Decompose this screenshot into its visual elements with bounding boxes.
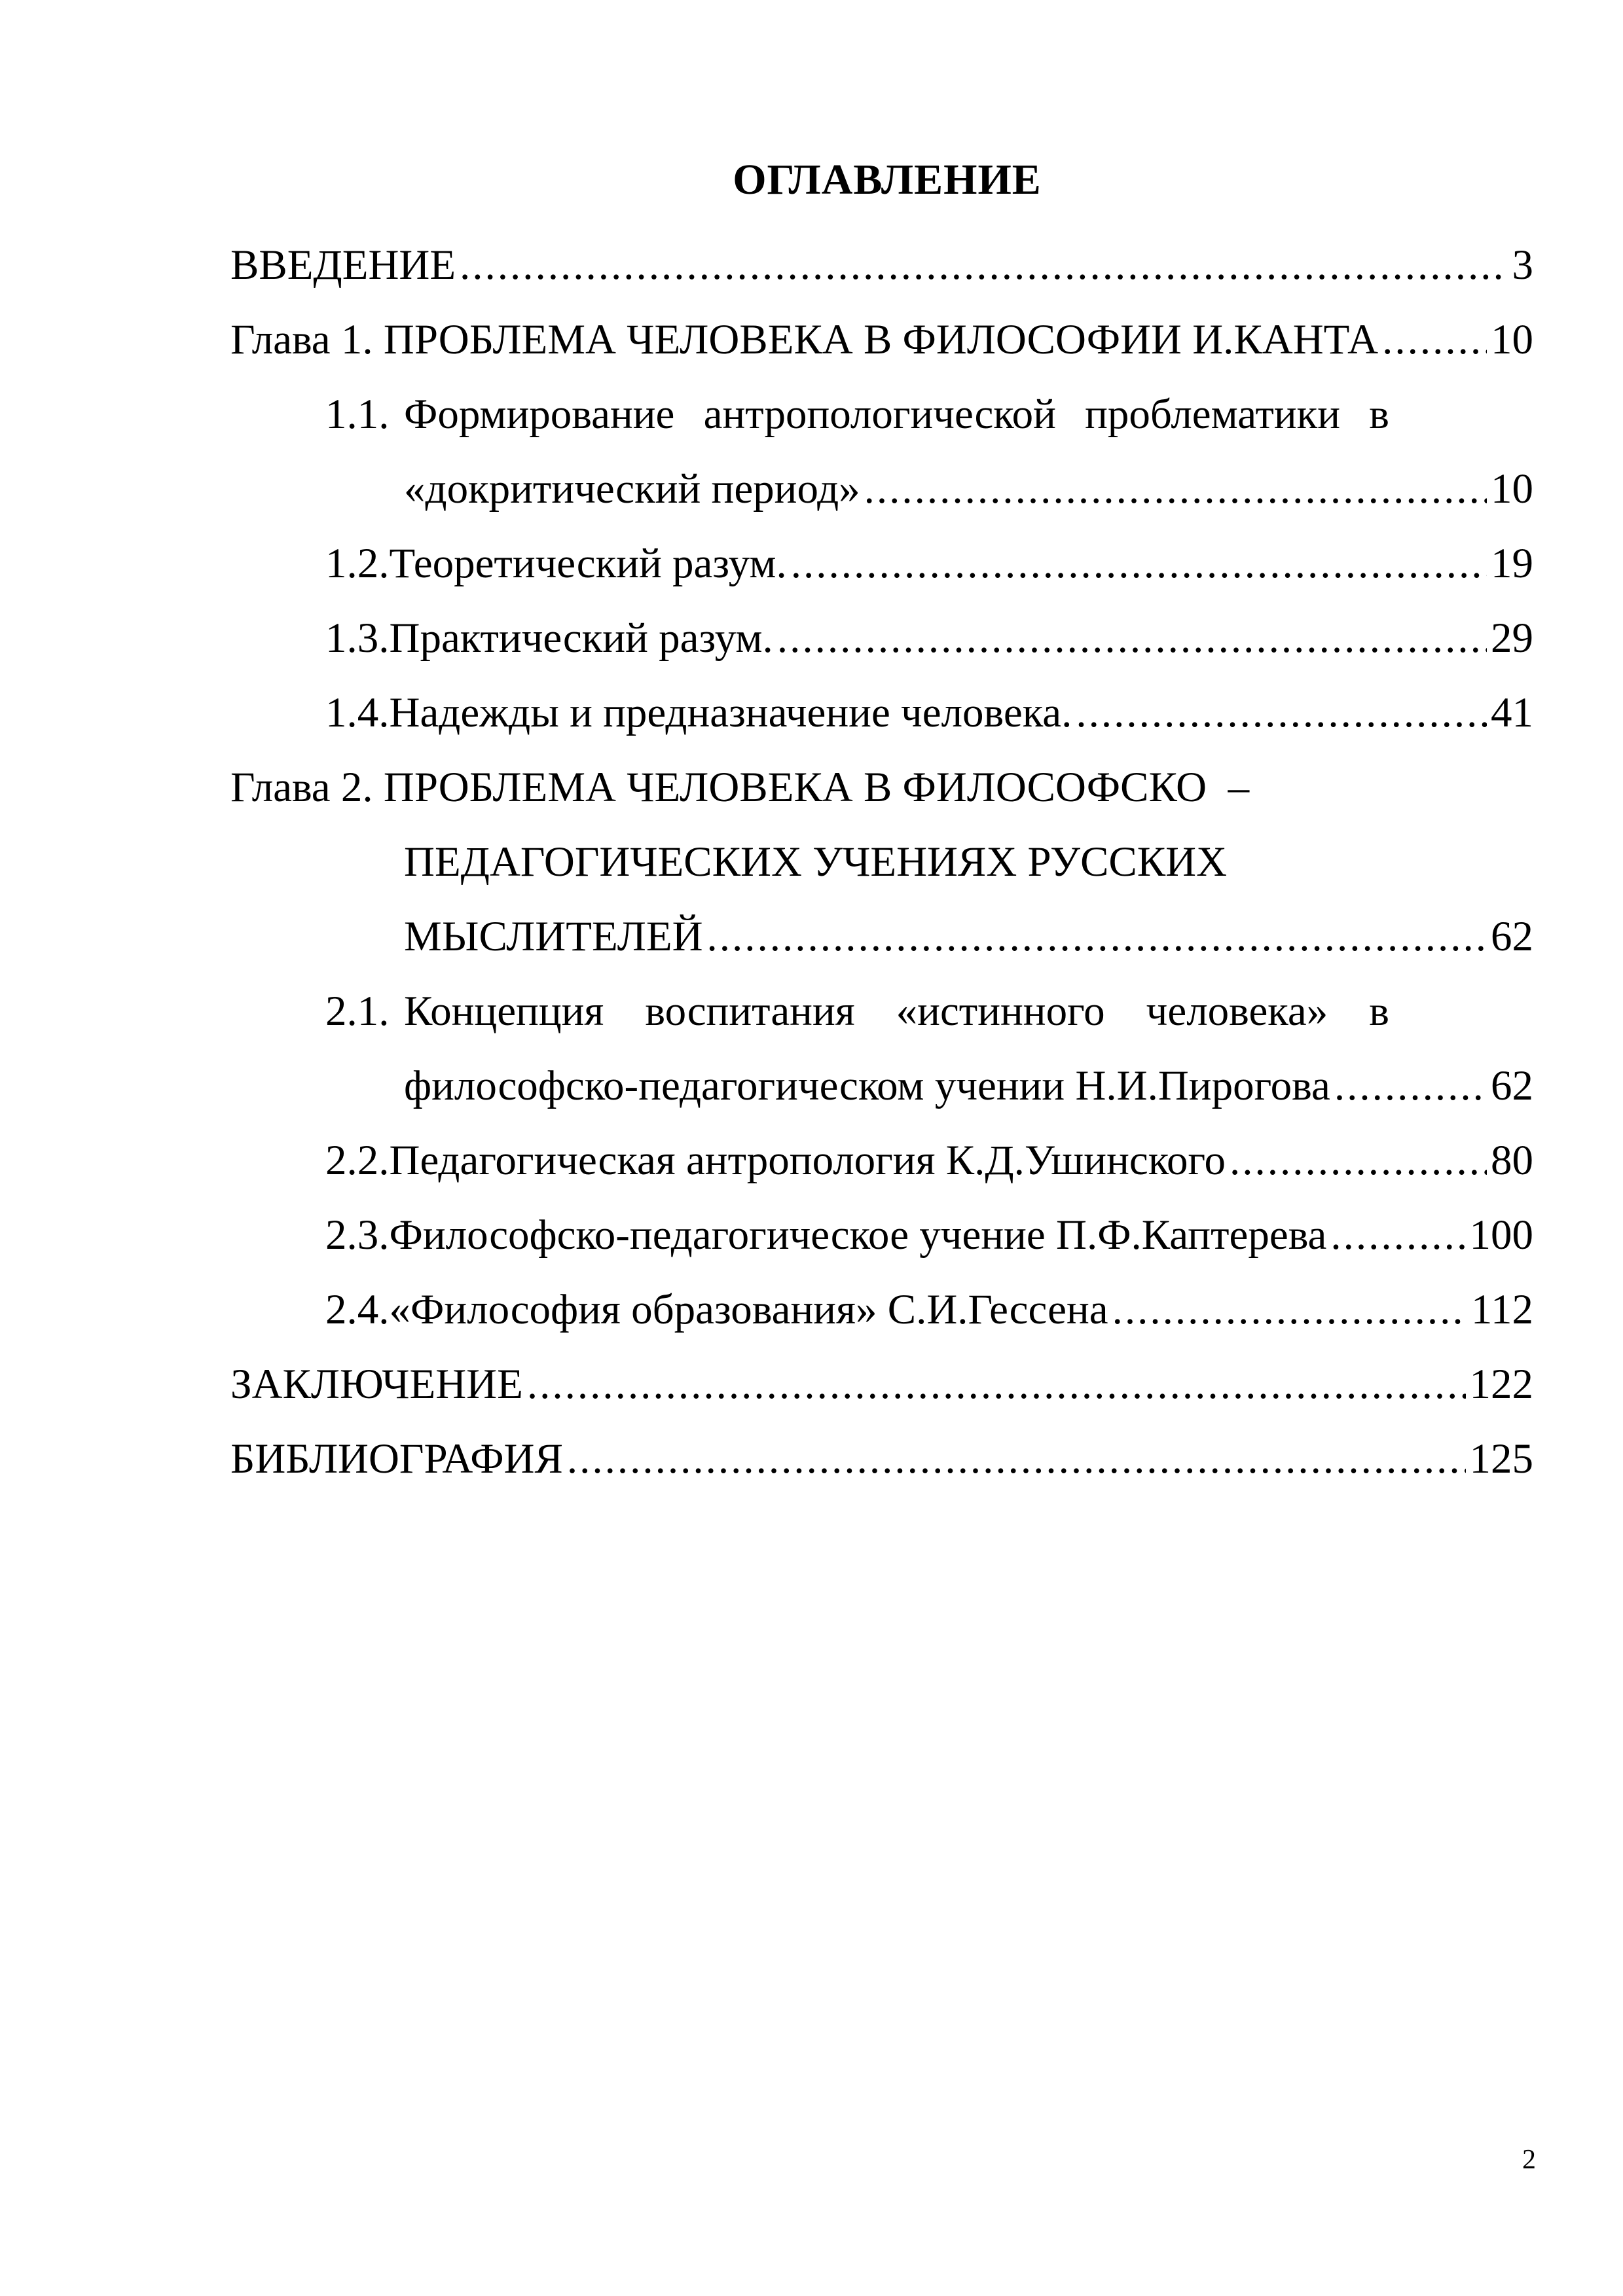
page-number: 2 (1522, 2145, 1536, 2175)
toc-entry-number: 2.2. (325, 1137, 390, 1184)
toc-entry-bibliography[interactable] (230, 1429, 1533, 1488)
toc-entry-title: ЗАКЛЮЧЕНИЕ (230, 1361, 523, 1408)
dot-leader (707, 907, 1487, 966)
toc-entry-number: 1.4. (325, 689, 390, 736)
toc-entry-page: 80 (1491, 1137, 1533, 1184)
toc-entry-conclusion[interactable] (230, 1355, 1533, 1414)
toc-entry-title: ПЕДАГОГИЧЕСКИХ УЧЕНИЯХ РУССКИХ (404, 838, 1228, 886)
toc-entry-title: Практический разум. (389, 615, 773, 662)
toc-entry-title: Глава 2. ПРОБЛЕМА ЧЕЛОВЕКА В ФИЛОСОФСКО – (230, 764, 1250, 811)
toc-entry-introduction[interactable] (230, 236, 1533, 295)
dot-leader (1076, 683, 1487, 742)
toc-word: Концепция (404, 988, 604, 1035)
toc-entry-title: Педагогическая антропология К.Д.Ушинского (389, 1137, 1226, 1184)
toc-entry-section-2-4[interactable] (325, 1280, 1533, 1339)
toc-entry-title: философско-педагогическом учении Н.И.Пирогова (404, 1062, 1330, 1109)
toc-entry-title-line (404, 982, 1389, 1041)
toc-entry-section-2-2[interactable] (325, 1131, 1533, 1190)
toc-entry-section-2-3[interactable] (325, 1206, 1533, 1265)
toc-entry-section-1-3[interactable] (325, 609, 1533, 668)
toc-entry-title: Надежды и предназначение человека. (389, 689, 1072, 736)
dot-leader (527, 1355, 1466, 1414)
toc-word: в (1369, 391, 1389, 438)
toc-word: «истинного (896, 988, 1105, 1035)
toc-entry-title: БИБЛИОГРАФИЯ (230, 1435, 563, 1482)
toc-entry-page: 29 (1491, 615, 1533, 662)
dot-leader (1112, 1280, 1467, 1339)
toc-entry-page: 3 (1512, 242, 1533, 289)
toc-entry-number: 2.1. (325, 988, 390, 1035)
toc-entry-page: 62 (1491, 913, 1533, 960)
toc-entry-page: 62 (1491, 1062, 1533, 1109)
toc-entry-section-1-4[interactable] (325, 683, 1533, 742)
toc-entry-page: 41 (1491, 689, 1533, 736)
toc-word: воспитания (645, 988, 855, 1035)
toc-entry-number: 2.4. (325, 1286, 390, 1333)
dot-leader (1334, 1056, 1487, 1115)
toc-entry-chapter-2-cont[interactable] (404, 833, 1533, 891)
dot-leader (1230, 1131, 1487, 1190)
toc-entry-page: 122 (1469, 1361, 1533, 1408)
toc-entry-page: 10 (1491, 465, 1533, 512)
toc-word: проблематики (1085, 391, 1341, 438)
toc-entry-title: «Философия образования» С.И.Гессена (389, 1286, 1108, 1333)
dot-leader (567, 1429, 1466, 1488)
toc-word: в (1369, 988, 1389, 1035)
toc-entry-title: ВВЕДЕНИЕ (230, 242, 456, 289)
toc-entry-title: Глава 1. ПРОБЛЕМА ЧЕЛОВЕКА В ФИЛОСОФИИ И.КАНТА (230, 316, 1379, 363)
toc-word: человека» (1146, 988, 1328, 1035)
toc-entry-number: 1.2. (325, 540, 390, 587)
toc-entry-title: «докритический период» (404, 465, 860, 512)
toc-entry-page: 19 (1491, 540, 1533, 587)
toc-word: антропологической (703, 391, 1056, 438)
dot-leader (791, 534, 1487, 593)
toc-entry-chapter-2[interactable] (230, 758, 1533, 817)
toc-entry-page: 10 (1491, 316, 1533, 363)
toc-entry-chapter-2-cont[interactable] (404, 907, 1533, 966)
toc-entry-page: 112 (1470, 1286, 1533, 1333)
dot-leader (777, 609, 1487, 668)
toc-entry-section-2-1[interactable] (325, 982, 1389, 1041)
dot-leader (1330, 1206, 1465, 1265)
toc-entry-number: 1.1. (325, 391, 390, 438)
dot-leader (864, 459, 1487, 518)
toc-word: Формирование (404, 391, 675, 438)
toc-entry-page: 100 (1469, 1211, 1533, 1259)
dot-leader (1382, 310, 1487, 369)
toc-entry-number: 1.3. (325, 615, 390, 662)
toc-entry-section-1-1[interactable] (325, 385, 1389, 444)
toc-entry-page: 125 (1469, 1435, 1533, 1482)
toc-entry-section-1-1-cont[interactable] (404, 459, 1533, 518)
toc-entry-title: Философско-педагогическое учение П.Ф.Каптерева (389, 1211, 1327, 1259)
toc-entry-title-line (404, 385, 1389, 444)
toc-entry-section-1-2[interactable] (325, 534, 1533, 593)
toc-entry-title: МЫСЛИТЕЛЕЙ (404, 913, 703, 960)
toc-entry-number: 2.3. (325, 1211, 390, 1259)
toc-entry-chapter-1[interactable] (230, 310, 1533, 369)
dot-leader (460, 236, 1508, 295)
toc-entry-section-2-1-cont[interactable] (404, 1056, 1533, 1115)
toc-entry-title: Теоретический разум. (389, 540, 787, 587)
page-title: ОГЛАВЛЕНИЕ (733, 156, 1042, 204)
